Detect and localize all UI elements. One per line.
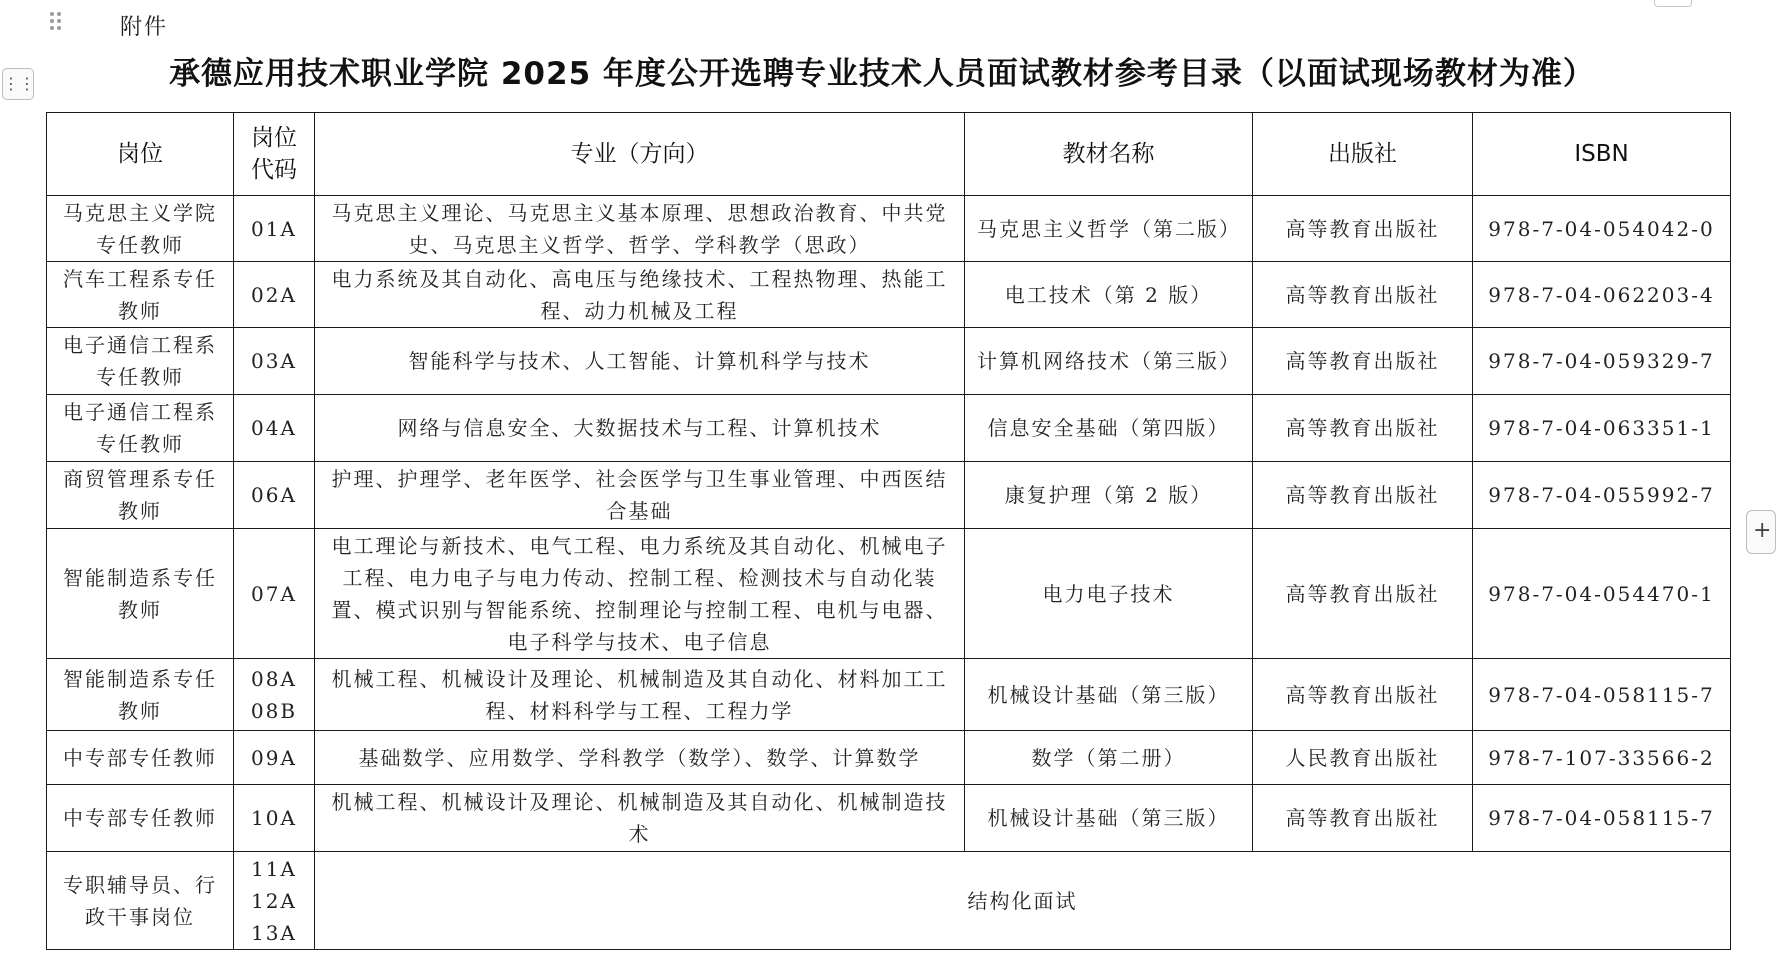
cell-post: 电子通信工程系专任教师 (47, 395, 234, 462)
cell-publisher: 高等教育出版社 (1253, 196, 1473, 262)
table-row (47, 395, 1731, 462)
cell-major: 电力系统及其自动化、高电压与绝缘技术、工程热物理、热能工程、动力机械及工程 (315, 262, 965, 328)
header-code-label: 岗位 代码 (251, 125, 297, 183)
cell-isbn: 978-7-107-33566-2 (1473, 731, 1731, 785)
cell-code: 01A (234, 196, 315, 262)
header-isbn: ISBN (1473, 113, 1731, 196)
cell-post: 汽车工程系专任教师 (47, 262, 234, 328)
table-row (47, 731, 1731, 785)
cell-code: 04A (234, 395, 315, 462)
cell-publisher: 高等教育出版社 (1253, 395, 1473, 462)
header-post: 岗位 (47, 113, 234, 196)
cell-major: 马克思主义理论、马克思主义基本原理、思想政治教育、中共党史、马克思主义哲学、哲学、学科教学（思政） (315, 196, 965, 262)
page-corner-mark (1654, 0, 1692, 7)
cell-isbn: 978-7-04-058115-7 (1473, 785, 1731, 852)
cell-post: 马克思主义学院专任教师 (47, 196, 234, 262)
cell-post: 智能制造系专任教师 (47, 659, 234, 731)
code-line: 11A (251, 856, 297, 881)
cell-major: 电工理论与新技术、电气工程、电力系统及其自动化、机械电子工程、电力电子与电力传动、控制工程、检测技术与自动化装置、模式识别与智能系统、控制理论与控制工程、电机与电器、电子科学与技术、电子信息 (315, 529, 965, 659)
table-row-structured-interview (47, 852, 1731, 950)
cell-isbn: 978-7-04-054042-0 (1473, 196, 1731, 262)
cell-publisher: 高等教育出版社 (1253, 785, 1473, 852)
cell-post: 中专部专任教师 (47, 731, 234, 785)
page-title: 承德应用技术职业学院 2025 年度公开选聘专业技术人员面试教材参考目录（以面试现场教材为准） (169, 56, 1595, 92)
table-row (47, 529, 1731, 659)
cell-post: 商贸管理系专任教师 (47, 462, 234, 529)
cell-publisher: 高等教育出版社 (1253, 529, 1473, 659)
cell-isbn: 978-7-04-059329-7 (1473, 328, 1731, 395)
cell-isbn: 978-7-04-063351-1 (1473, 395, 1731, 462)
table-row (47, 262, 1731, 328)
cell-major: 智能科学与技术、人工智能、计算机科学与技术 (315, 328, 965, 395)
cell-major: 网络与信息安全、大数据技术与工程、计算机技术 (315, 395, 965, 462)
cell-merged-note: 结构化面试 (315, 852, 1731, 950)
table-row (47, 785, 1731, 852)
cell-isbn: 978-7-04-058115-7 (1473, 659, 1731, 731)
code-line: 12A (251, 888, 297, 913)
cell-code: 06A (234, 462, 315, 529)
cell-publisher: 高等教育出版社 (1253, 328, 1473, 395)
cell-code: 07A (234, 529, 315, 659)
cell-isbn: 978-7-04-054470-1 (1473, 529, 1731, 659)
cell-textbook: 信息安全基础（第四版） (965, 395, 1253, 462)
cell-publisher: 高等教育出版社 (1253, 659, 1473, 731)
cell-code (234, 659, 315, 731)
table-row (47, 328, 1731, 395)
cell-isbn: 978-7-04-062203-4 (1473, 262, 1731, 328)
outline-toggle-icon[interactable]: ⋮⋮ (2, 68, 34, 100)
cell-code: 02A (234, 262, 315, 328)
cell-publisher: 人民教育出版社 (1253, 731, 1473, 785)
cell-code: 09A (234, 731, 315, 785)
cell-textbook: 电力电子技术 (965, 529, 1253, 659)
add-column-icon[interactable]: + (1746, 510, 1776, 554)
table-row (47, 462, 1731, 529)
cell-code (234, 852, 315, 950)
cell-textbook: 电工技术（第 2 版） (965, 262, 1253, 328)
attachment-label: 附件 (120, 15, 169, 40)
cell-textbook: 马克思主义哲学（第二版） (965, 196, 1253, 262)
header-textbook: 教材名称 (965, 113, 1253, 196)
table-row (47, 196, 1731, 262)
cell-textbook: 机械设计基础（第三版） (965, 659, 1253, 731)
cell-code: 10A (234, 785, 315, 852)
cell-post: 专职辅导员、行政干事岗位 (47, 852, 234, 950)
cell-isbn: 978-7-04-055992-7 (1473, 462, 1731, 529)
code-line: 13A (251, 920, 297, 945)
code-line: 08A (251, 666, 297, 691)
cell-post: 电子通信工程系专任教师 (47, 328, 234, 395)
cell-major: 机械工程、机械设计及理论、机械制造及其自动化、材料加工工程、材料科学与工程、工程力学 (315, 659, 965, 731)
cell-post: 中专部专任教师 (47, 785, 234, 852)
cell-textbook: 数学（第二册） (965, 731, 1253, 785)
cell-code: 03A (234, 328, 315, 395)
cell-post: 智能制造系专任教师 (47, 529, 234, 659)
table-row (47, 659, 1731, 731)
cell-publisher: 高等教育出版社 (1253, 462, 1473, 529)
cell-textbook: 康复护理（第 2 版） (965, 462, 1253, 529)
cell-publisher: 高等教育出版社 (1253, 262, 1473, 328)
code-line: 08B (250, 698, 298, 723)
cell-textbook: 计算机网络技术（第三版） (965, 328, 1253, 395)
cell-major: 机械工程、机械设计及理论、机械制造及其自动化、机械制造技术 (315, 785, 965, 852)
header-code (234, 113, 315, 196)
cell-major: 护理、护理学、老年医学、社会医学与卫生事业管理、中西医结合基础 (315, 462, 965, 529)
textbook-catalog-table (46, 112, 1731, 950)
cell-textbook: 机械设计基础（第三版） (965, 785, 1253, 852)
table-header-row (47, 113, 1731, 196)
drag-handle-icon[interactable] (50, 12, 64, 34)
header-major: 专业（方向） (315, 113, 965, 196)
header-publisher: 出版社 (1253, 113, 1473, 196)
cell-major: 基础数学、应用数学、学科教学（数学）、数学、计算数学 (315, 731, 965, 785)
